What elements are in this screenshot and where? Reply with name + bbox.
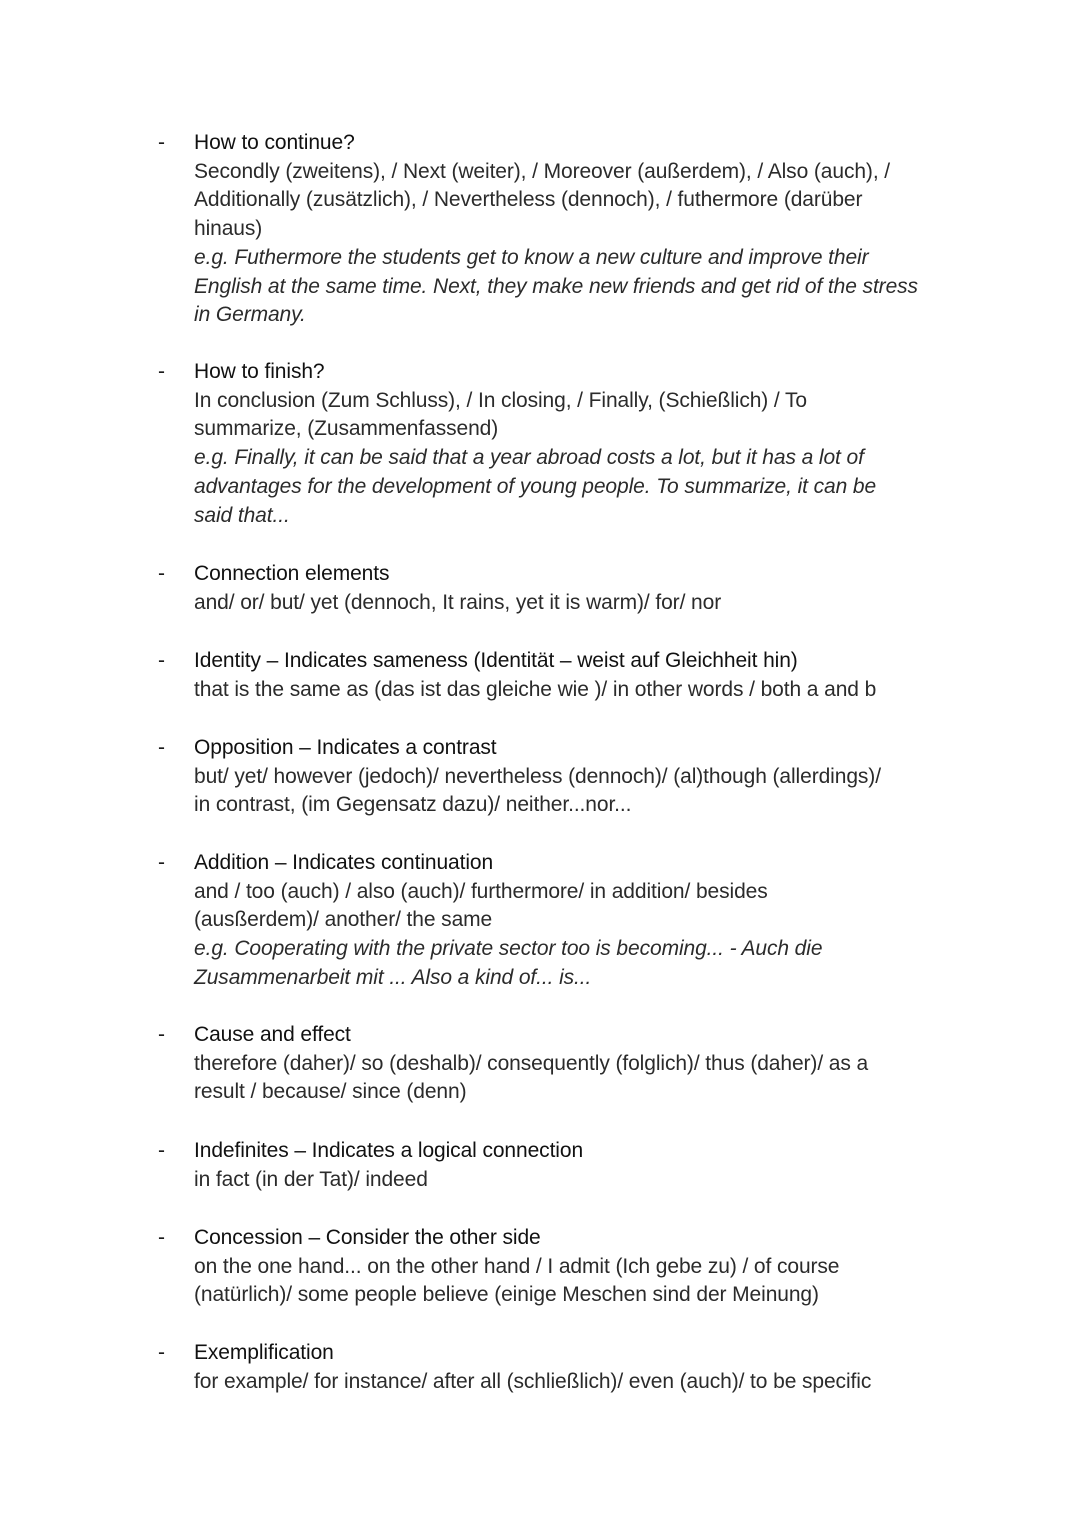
example-line: Zusammenarbeit mit ... Also a kind of... is... — [194, 965, 592, 989]
bullet-dash: - — [158, 736, 165, 759]
example-line: e.g. Futhermore the students get to know a new culture and improve their — [194, 245, 869, 269]
body-line: and / too (auch) / also (auch)/ furthermore/ in addition/ besides — [194, 879, 768, 903]
section-heading: Identity – Indicates sameness (Identität – weist auf Gleichheit hin) — [194, 649, 798, 672]
list-item-content — [194, 1339, 984, 1396]
example-line: in Germany. — [194, 303, 306, 327]
body-line: result / because/ since (denn) — [194, 1080, 467, 1104]
bullet-dash: - — [158, 649, 165, 672]
body-line: summarize, (Zusammenfassend) — [194, 417, 499, 441]
bullet-dash: - — [158, 360, 165, 383]
example-line: e.g. Cooperating with the private sector too is becoming... - Auch die — [194, 937, 823, 961]
example-line: e.g. Finally, it can be said that a year abroad costs a lot, but it has a lot of — [194, 446, 864, 470]
section-heading: Cause and effect — [194, 1023, 351, 1046]
body-line: but/ yet/ however (jedoch)/ nevertheless (dennoch)/ (al)though (allerdings)/ — [194, 764, 881, 788]
example-line: advantages for the development of young people. To summarize, it can be — [194, 474, 877, 498]
bullet-dash: - — [158, 562, 165, 585]
list-item-content — [194, 560, 984, 617]
body-line: Additionally (zusätzlich), / Nevertheless (dennoch), / futhermore (darüber — [194, 188, 863, 212]
body-line: in contrast, (im Gegensatz dazu)/ neither...nor... — [194, 793, 632, 817]
section-heading: How to finish? — [194, 360, 325, 383]
list-item-content — [194, 647, 984, 704]
section-heading: Indefinites – Indicates a logical connection — [194, 1139, 584, 1162]
section-heading: Exemplification — [194, 1341, 334, 1364]
list-item-content — [194, 1021, 984, 1107]
bullet-dash: - — [158, 131, 165, 154]
body-line: (natürlich)/ some people believe (einige Meschen sind der Meinung) — [194, 1283, 819, 1307]
bullet-dash: - — [158, 1226, 165, 1249]
list-item-content — [194, 734, 984, 820]
body-line: (ausßerdem)/ another/ the same — [194, 908, 493, 932]
body-line: in fact (in der Tat)/ indeed — [194, 1167, 428, 1191]
body-line: therefore (daher)/ so (deshalb)/ consequently (folglich)/ thus (daher)/ as a — [194, 1051, 869, 1075]
body-line: that is the same as (das ist das gleiche wie )/ in other words / both a and b — [194, 677, 877, 701]
bullet-dash: - — [158, 851, 165, 874]
list-item-content — [194, 129, 984, 330]
body-line: on the one hand... on the other hand / I admit (Ich gebe zu) / of course — [194, 1254, 840, 1278]
list-item-content — [194, 1224, 984, 1310]
body-line: In conclusion (Zum Schluss), / In closing, / Finally, (Schießlich) / To — [194, 388, 808, 412]
section-heading: Concession – Consider the other side — [194, 1226, 541, 1249]
body-line: hinaus) — [194, 217, 263, 241]
list-item-content — [194, 1137, 984, 1194]
list-item-content — [194, 849, 984, 993]
section-heading: Connection elements — [194, 562, 390, 585]
body-line: and/ or/ but/ yet (dennoch, It rains, yet it is warm)/ for/ nor — [194, 590, 722, 614]
example-line: said that... — [194, 503, 290, 527]
bullet-dash: - — [158, 1139, 165, 1162]
bullet-dash: - — [158, 1023, 165, 1046]
section-heading: Opposition – Indicates a contrast — [194, 736, 497, 759]
section-heading: How to continue? — [194, 131, 355, 154]
body-line: Secondly (zweitens), / Next (weiter), / Moreover (außerdem), / Also (auch), / — [194, 159, 891, 183]
example-line: English at the same time. Next, they make new friends and get rid of the stress — [194, 274, 918, 298]
bullet-dash: - — [158, 1341, 165, 1364]
section-heading: Addition – Indicates continuation — [194, 851, 494, 874]
body-line: for example/ for instance/ after all (schließlich)/ even (auch)/ to be specific — [194, 1369, 872, 1393]
list-item-content — [194, 358, 984, 530]
